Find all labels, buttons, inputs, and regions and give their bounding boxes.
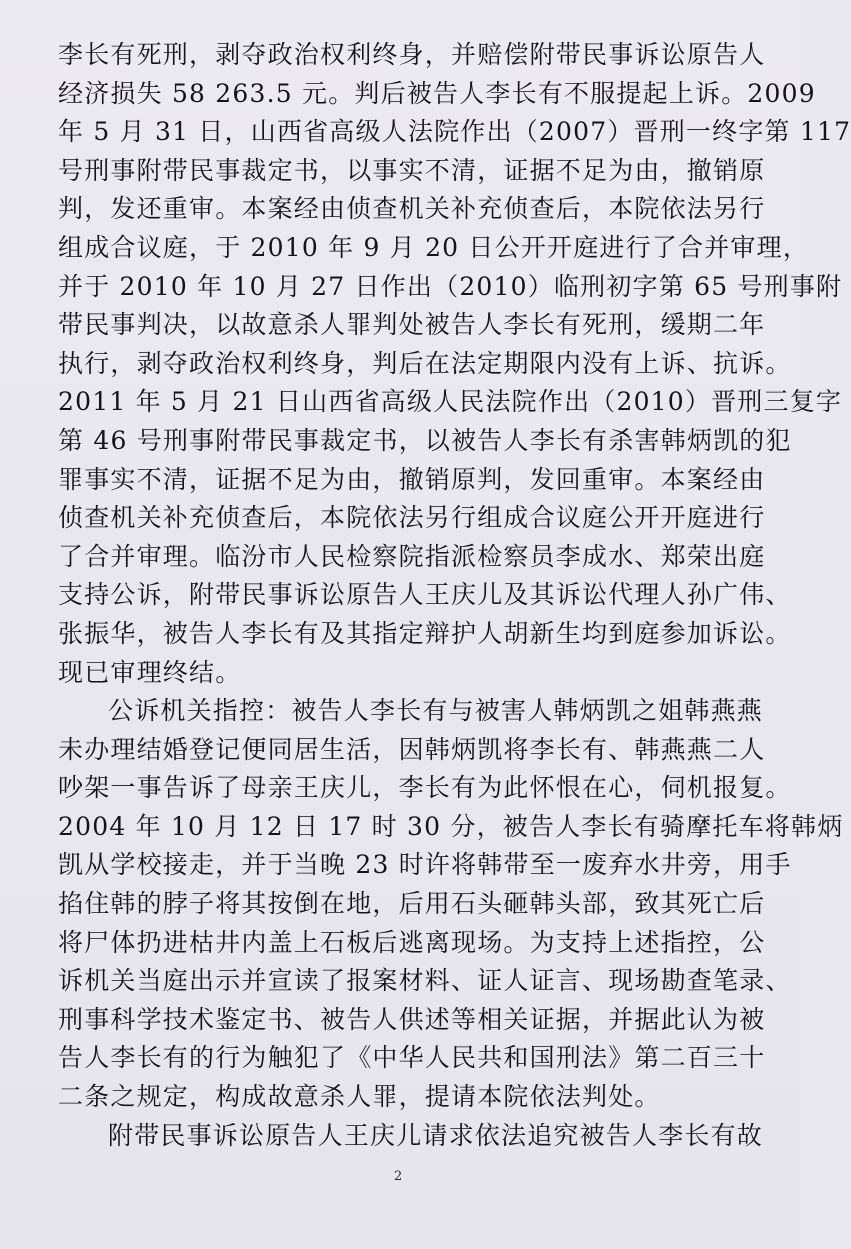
text-line: 号刑事附带民事裁定书，以事实不清，证据不足为由，撤销原 [58,155,766,185]
text-line: 罪事实不清，证据不足为由，撤销原判，发回重审。本案经由 [58,464,766,494]
text-line: 了合并审理。临汾市人民检察院指派检察员李成水、郑荣出庭 [58,541,766,571]
text-line: 并于 2010 年 10 月 27 日作出（2010）临刑初字第 65 号刑事附 [58,271,843,301]
text-line: 告人李长有的行为触犯了《中华人民共和国刑法》第二百三十 [58,1043,766,1073]
text-line: 掐住韩的脖子将其按倒在地，后用石头砸韩头部，致其死亡后 [58,889,766,919]
text-line: 二条之规定，构成故意杀人罪，提请本院依法判处。 [58,1082,661,1112]
text-line: 将尸体扔进枯井内盖上石板后逃离现场。为支持上述指控，公 [58,927,766,957]
text-line: 2004 年 10 月 12 日 17 时 30 分，被告人李长有骑摩托车将韩炳 [58,811,844,841]
text-line: 组成合议庭，于 2010 年 9 月 20 日公开开庭进行了合并审理， [58,232,810,262]
text-line: 刑事科学技术鉴定书、被告人供述等相关证据，并据此认为被 [58,1004,766,1034]
text-line: 现已审理终结。 [58,657,242,687]
text-line: 执行，剥夺政治权利终身，判后在法定期限内没有上诉、抗诉。 [58,348,792,378]
text-line: 经济损失 58 263.5 元。判后被告人李长有不服提起上诉。2009 [58,78,816,108]
paragraph-first-line: 附带民事诉讼原告人王庆儿请求依法追究被告人李长有故 [108,1120,764,1150]
body-text [58,36,851,1155]
text-line: 张振华，被告人李长有及其指定辩护人胡新生均到庭参加诉讼。 [58,618,792,648]
text-line: 吵架一事告诉了母亲王庆儿，李长有为此怀恨在心，伺机报复。 [58,773,792,803]
text-line: 凯从学校接走，并于当晚 23 时许将韩带至一废弃水井旁，用手 [58,850,792,880]
text-line: 支持公诉，附带民事诉讼原告人王庆儿及其诉讼代理人孙广伟、 [58,580,792,610]
text-line: 2011 年 5 月 21 日山西省高级人民法院作出（2010）晋刑三复字 [58,387,843,417]
paragraph-first-line: 公诉机关指控：被告人李长有与被害人韩炳凯之姐韩燕燕 [108,696,764,726]
text-line: 判，发还重审。本案经由侦查机关补充侦查后，本院依法另行 [58,194,766,224]
text-line: 带民事判决，以故意杀人罪判处被告人李长有死刑，缓期二年 [58,310,766,340]
text-line: 未办理结婚登记便同居生活，因韩炳凯将李长有、韩燕燕二人 [58,734,766,764]
page-number: 2 [394,1169,403,1184]
text-line: 侦查机关补充侦查后，本院依法另行组成合议庭公开开庭进行 [58,503,766,533]
text-line: 诉机关当庭出示并宣读了报案材料、证人证言、现场勘查笔录、 [58,966,792,996]
text-line: 李长有死刑，剥夺政治权利终身，并赔偿附带民事诉讼原告人 [58,40,766,69]
text-line: 年 5 月 31 日，山西省高级人法院作出（2007）晋刑一终字第 117 [58,117,851,147]
text-line: 第 46 号刑事附带民事裁定书，以被告人李长有杀害韩炳凯的犯 [58,425,792,455]
